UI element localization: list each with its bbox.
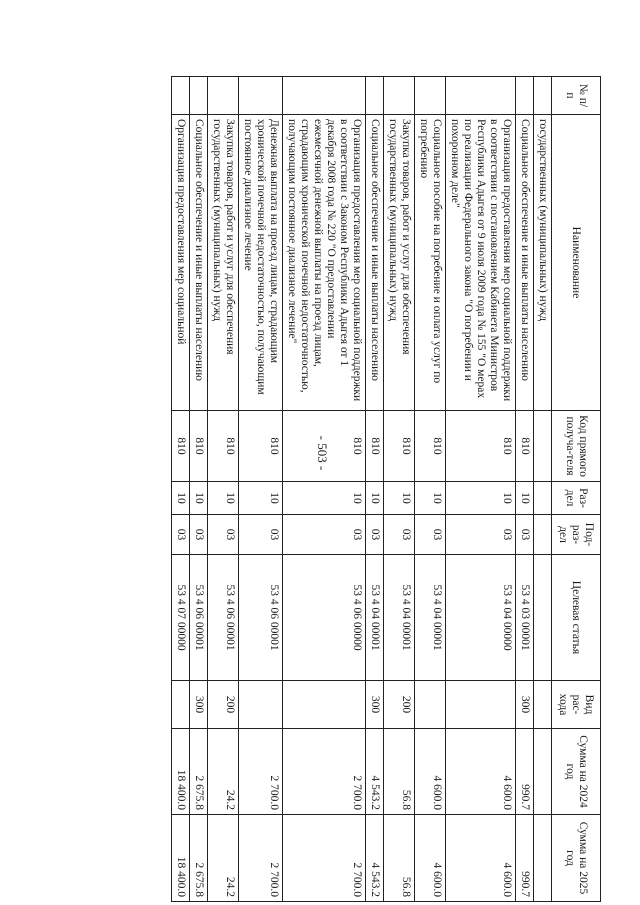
row-name: Организация предоставления мер социальной поддержки в соответствии с Законом Республики Адыгея от 1 декабря 2008 года № 220 "О предоставлении ежемесячной денежной выплаты на проезд лицам, страдающим хронической почечной недостаточностью, получающим постоянное диализное лечение" (283, 115, 366, 411)
row-num (239, 77, 283, 115)
row-num (208, 77, 239, 115)
row-sum-2024: 2 700.0 (283, 729, 366, 815)
header-num: № п/п (552, 77, 601, 115)
row-sum-2024: 56.8 (384, 729, 415, 815)
row-subsection: 03 (283, 515, 366, 555)
row-target: 53 4 06 00001 (190, 555, 208, 681)
row-expense (415, 681, 446, 729)
row-subsection: 03 (172, 515, 190, 555)
row-name: Социальное пособие на погребение и оплата услуг по погребению (415, 115, 446, 411)
row-section: 10 (384, 482, 415, 515)
row-recipient: 810 (283, 411, 366, 482)
row-sum-2025: 2 675.8 (190, 815, 208, 902)
header-sum-2024: Сумма на 2024 год (552, 729, 601, 815)
row-name: Организация предоставления мер социальной (172, 115, 190, 411)
row-target: 53 4 03 00001 (516, 555, 534, 681)
row-name: Закупка товаров, работ и услуг для обеспечения государственных (муниципальных) нужд (208, 115, 239, 411)
table-row (446, 77, 516, 902)
header-sum-2025: Сумма на 2025 год (552, 815, 601, 902)
row-expense: 300 (190, 681, 208, 729)
page-number: - 503 - (315, 435, 330, 471)
row-recipient: 810 (384, 411, 415, 482)
row-num (446, 77, 516, 115)
table-row (190, 77, 208, 902)
row-expense: 200 (384, 681, 415, 729)
row-sum-2024: 4 600.0 (446, 729, 516, 815)
row-num (283, 77, 366, 115)
row-target: 53 4 04 00000 (446, 555, 516, 681)
row-sum-2025: 4 600.0 (415, 815, 446, 902)
row-sum-2024: 18 400.0 (172, 729, 190, 815)
row-name: Социальное обеспечение и иные выплаты населению (190, 115, 208, 411)
row-num (190, 77, 208, 115)
row-recipient: 810 (239, 411, 283, 482)
row-name: Социальное обеспечение и иные выплаты населению (366, 115, 384, 411)
row-sum-2024: 24.2 (208, 729, 239, 815)
row-section: 10 (283, 482, 366, 515)
row-name: государственных (муниципальных) нужд (534, 115, 552, 411)
row-sum-2024: 4 543.2 (366, 729, 384, 815)
row-sum-2024: 2 675.8 (190, 729, 208, 815)
row-subsection: 03 (366, 515, 384, 555)
row-num (516, 77, 534, 115)
row-target: 53 4 06 00000 (283, 555, 366, 681)
row-target: 53 4 06 00001 (208, 555, 239, 681)
row-name: Закупка товаров, работ и услуг для обеспечения государственных (муниципальных) нужд (384, 115, 415, 411)
row-expense: 300 (366, 681, 384, 729)
row-sum-2024: 2 700.0 (239, 729, 283, 815)
row-sum-2025: 2 700.0 (239, 815, 283, 902)
row-section: 10 (208, 482, 239, 515)
row-num (172, 77, 190, 115)
row-subsection: 03 (384, 515, 415, 555)
row-expense (172, 681, 190, 729)
row-subsection: 03 (415, 515, 446, 555)
row-sum-2025: 56.8 (384, 815, 415, 902)
row-recipient: 810 (516, 411, 534, 482)
table-row (283, 77, 366, 902)
row-section (534, 482, 552, 515)
row-sum-2025 (534, 815, 552, 902)
row-expense (446, 681, 516, 729)
rotated-table-container (89, 76, 601, 901)
row-recipient: 810 (208, 411, 239, 482)
row-subsection: 03 (516, 515, 534, 555)
row-section: 10 (516, 482, 534, 515)
row-expense (283, 681, 366, 729)
row-section: 10 (172, 482, 190, 515)
row-target: 53 4 06 00001 (239, 555, 283, 681)
row-sum-2025: 18 400.0 (172, 815, 190, 902)
row-sum-2024: 4 600.0 (415, 729, 446, 815)
row-subsection: 03 (239, 515, 283, 555)
row-section: 10 (415, 482, 446, 515)
row-sum-2025: 2 700.0 (283, 815, 366, 902)
row-recipient: 810 (415, 411, 446, 482)
row-num (534, 77, 552, 115)
row-num (415, 77, 446, 115)
row-target: 53 4 04 00001 (415, 555, 446, 681)
row-sum-2025: 24.2 (208, 815, 239, 902)
header-subsection: Под-раз-дел (552, 515, 601, 555)
table-row (534, 77, 552, 902)
header-name: Наименование (552, 115, 601, 411)
row-target: 53 4 04 00001 (366, 555, 384, 681)
row-num (384, 77, 415, 115)
header-section: Раз-дел (552, 482, 601, 515)
header-recipient: Код прямого получа-теля (552, 411, 601, 482)
row-subsection: 03 (446, 515, 516, 555)
table-row (384, 77, 415, 902)
row-recipient: 810 (366, 411, 384, 482)
row-expense (239, 681, 283, 729)
row-subsection: 03 (190, 515, 208, 555)
row-section: 10 (366, 482, 384, 515)
table-row (208, 77, 239, 902)
header-expense: Вид рас-хода (552, 681, 601, 729)
row-recipient (534, 411, 552, 482)
row-recipient: 810 (446, 411, 516, 482)
row-section: 10 (239, 482, 283, 515)
row-name: Социальное обеспечение и иные выплаты населению (516, 115, 534, 411)
row-subsection: 03 (208, 515, 239, 555)
table-row (366, 77, 384, 902)
row-recipient: 810 (190, 411, 208, 482)
row-name: Денежная выплата на проезд лицам, страдающим хронической почечной недостаточностью, получающим постоянное диализное лечение (239, 115, 283, 411)
budget-table (171, 76, 601, 902)
row-num (366, 77, 384, 115)
row-sum-2025: 990.7 (516, 815, 534, 902)
row-expense: 300 (516, 681, 534, 729)
row-section: 10 (190, 482, 208, 515)
row-target (534, 555, 552, 681)
row-sum-2025: 4 543.2 (366, 815, 384, 902)
table-row (239, 77, 283, 902)
row-sum-2024 (534, 729, 552, 815)
table-row (172, 77, 190, 902)
header-row (552, 77, 601, 902)
row-target: 53 4 07 00000 (172, 555, 190, 681)
row-expense: 200 (208, 681, 239, 729)
table-row (516, 77, 534, 902)
row-target: 53 4 04 00001 (384, 555, 415, 681)
table-row (415, 77, 446, 902)
row-expense (534, 681, 552, 729)
row-name: Организация предоставления мер социальной поддержки в соответствии с постановлением Кабинета Министров Республики Адыгея от 9 июля 2009 года № 155 "О мерах по реализации Федерального закона "О погребении и похоронном деле" (446, 115, 516, 411)
row-subsection (534, 515, 552, 555)
row-recipient: 810 (172, 411, 190, 482)
row-section: 10 (446, 482, 516, 515)
row-sum-2025: 4 600.0 (446, 815, 516, 902)
header-target: Целевая статья (552, 555, 601, 681)
row-sum-2024: 990.7 (516, 729, 534, 815)
